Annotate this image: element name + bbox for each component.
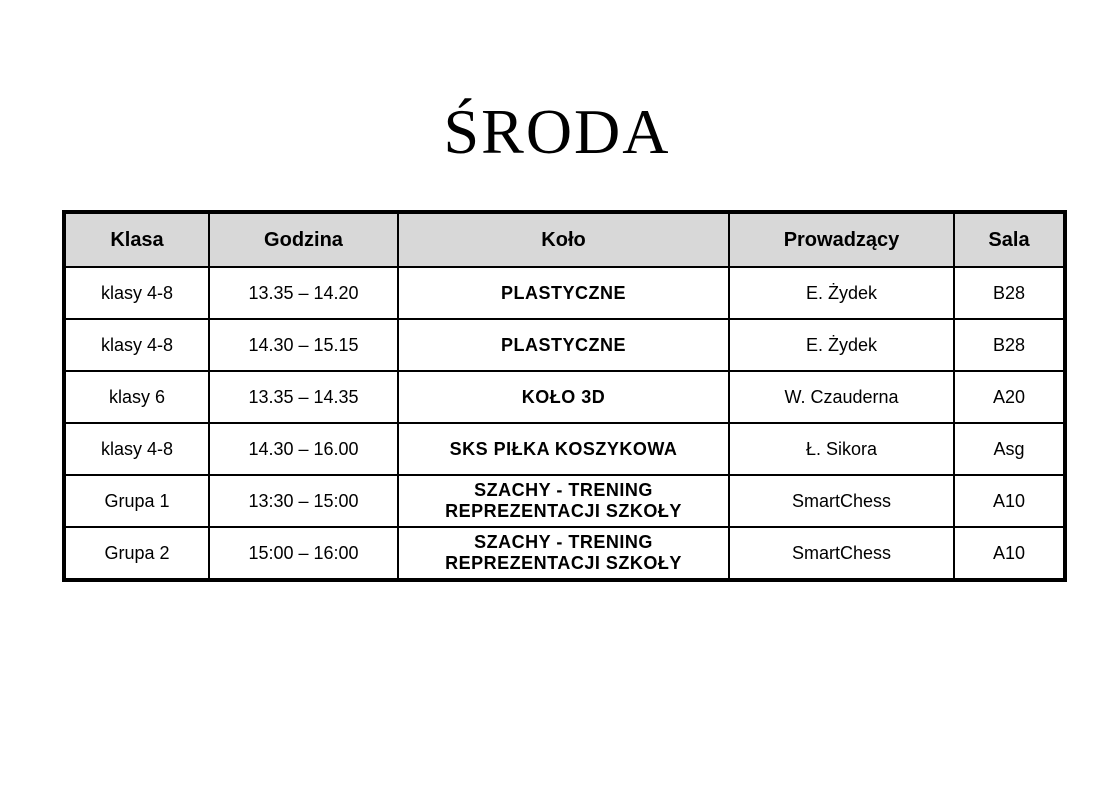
cell-kolo: SZACHY - TRENING REPREZENTACJI SZKOŁY [398,527,729,580]
cell-klasa: klasy 4-8 [64,319,209,371]
schedule-table [62,210,1067,582]
cell-kolo: KOŁO 3D [398,371,729,423]
cell-klasa: Grupa 1 [64,475,209,527]
cell-prowadzacy: W. Czauderna [729,371,954,423]
cell-prowadzacy: SmartChess [729,527,954,580]
table-row [64,527,1065,580]
cell-sala: A10 [954,527,1065,580]
cell-kolo: PLASTYCZNE [398,267,729,319]
cell-kolo: SZACHY - TRENING REPREZENTACJI SZKOŁY [398,475,729,527]
cell-prowadzacy: E. Żydek [729,267,954,319]
table-row [64,423,1065,475]
cell-klasa: klasy 4-8 [64,267,209,319]
page-title: ŚRODA [443,96,671,167]
cell-sala: A20 [954,371,1065,423]
table-row [64,319,1065,371]
header-klasa: Klasa [64,212,209,267]
table-row [64,475,1065,527]
cell-sala: B28 [954,267,1065,319]
cell-prowadzacy: E. Żydek [729,319,954,371]
table-row [64,267,1065,319]
cell-sala: Asg [954,423,1065,475]
cell-sala: A10 [954,475,1065,527]
table-header-row [64,212,1065,267]
cell-godzina: 13:30 – 15:00 [209,475,398,527]
cell-kolo: PLASTYCZNE [398,319,729,371]
cell-godzina: 15:00 – 16:00 [209,527,398,580]
cell-prowadzacy: SmartChess [729,475,954,527]
cell-klasa: klasy 4-8 [64,423,209,475]
cell-prowadzacy: Ł. Sikora [729,423,954,475]
header-sala: Sala [954,212,1065,267]
cell-sala: B28 [954,319,1065,371]
cell-godzina: 14.30 – 16.00 [209,423,398,475]
table-row [64,371,1065,423]
header-kolo: Koło [398,212,729,267]
header-godzina: Godzina [209,212,398,267]
cell-godzina: 13.35 – 14.35 [209,371,398,423]
cell-klasa: Grupa 2 [64,527,209,580]
cell-godzina: 13.35 – 14.20 [209,267,398,319]
cell-klasa: klasy 6 [64,371,209,423]
cell-kolo: SKS PIŁKA KOSZYKOWA [398,423,729,475]
cell-godzina: 14.30 – 15.15 [209,319,398,371]
header-prowadzacy: Prowadzący [729,212,954,267]
